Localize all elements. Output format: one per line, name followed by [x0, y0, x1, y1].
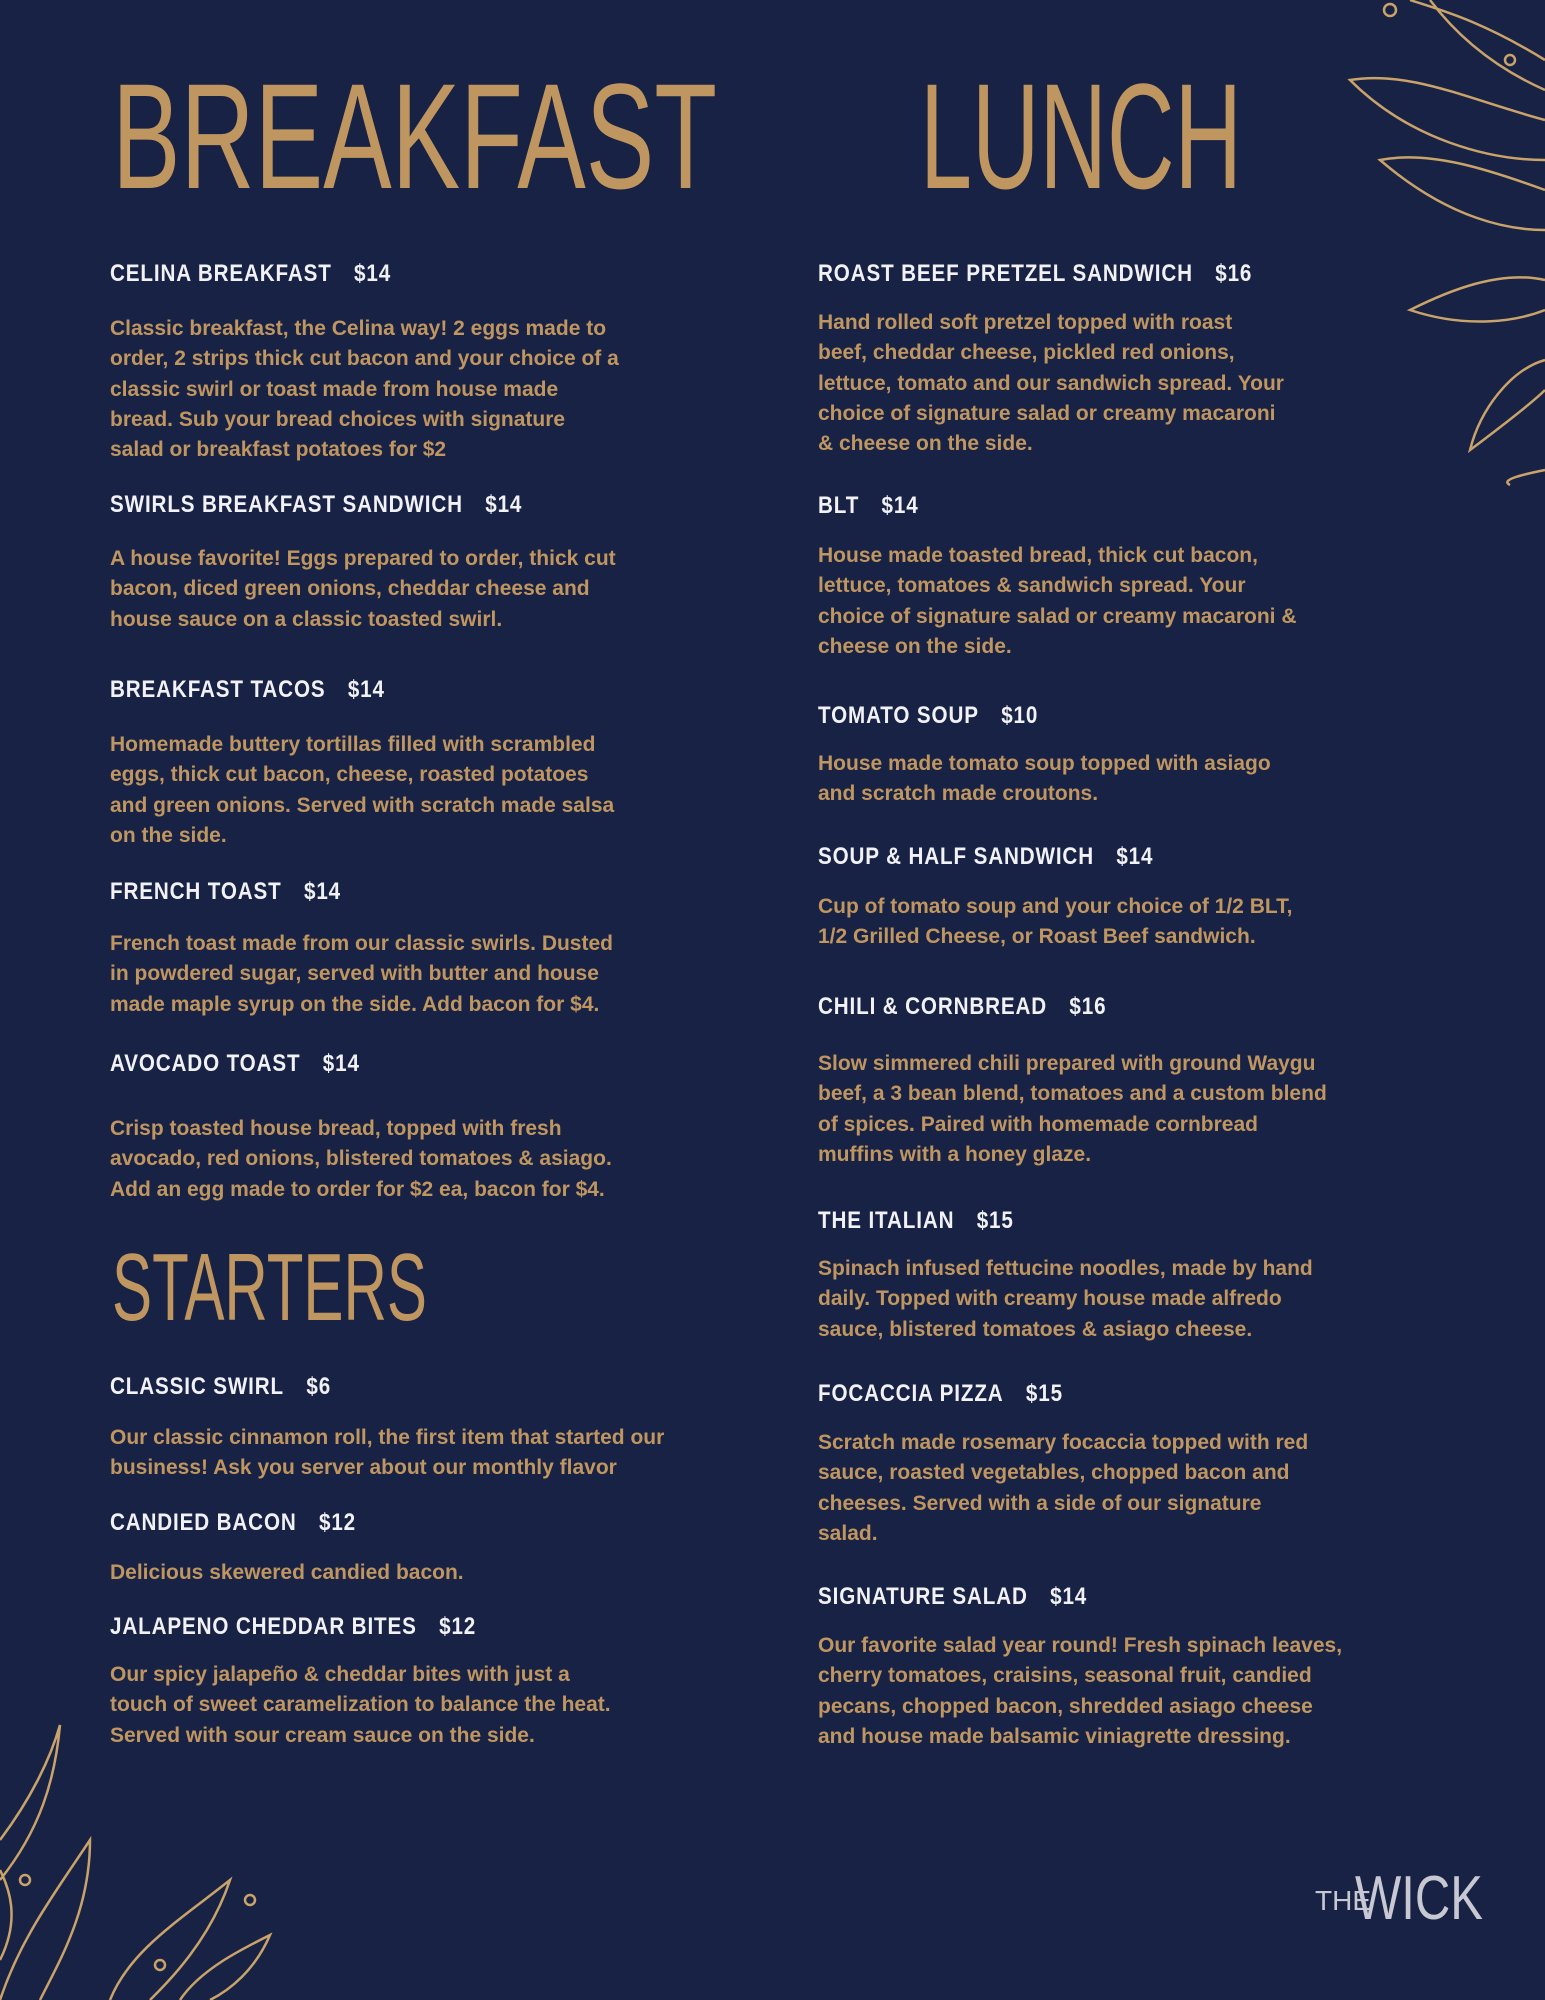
leaf-decoration-top-right-icon — [1330, 0, 1545, 490]
item-description-line: Crisp toasted house bread, topped with fresh — [110, 1117, 562, 1140]
item-description-line: Hand rolled soft pretzel topped with roast — [818, 311, 1233, 334]
item-price: $14 — [1116, 843, 1154, 870]
logo-large-text: WICK — [1355, 1864, 1483, 1933]
item-description-line: bread. Sub your bread choices with signature — [110, 407, 566, 431]
item-description-line: House made tomato soup topped with asiago — [818, 752, 1271, 775]
item-price: $14 — [322, 1050, 360, 1077]
item-name: SOUP & HALF SANDWICH — [818, 843, 1094, 870]
menu-item-title — [818, 1206, 1014, 1236]
item-description-line: avocado, red onions, blistered tomatoes & asiago. — [110, 1147, 612, 1171]
item-description-line: daily. Topped with creamy house made alfredo — [818, 1287, 1282, 1311]
breakfast-heading — [110, 52, 730, 220]
item-description-line: Slow simmered chili prepared with ground Waygu — [818, 1052, 1316, 1075]
menu-item-title — [110, 1612, 476, 1642]
logo-small-text: THE — [1315, 1885, 1371, 1916]
item-description-line: cheese on the side. — [818, 634, 1012, 658]
breakfast-heading-text: BREAKFAST — [112, 52, 717, 220]
item-description-line: in powdered sugar, served with butter and house — [110, 962, 599, 986]
item-price: $14 — [881, 492, 919, 519]
item-price: $16 — [1069, 993, 1107, 1020]
item-description-line: cheeses. Served with a side of our signature — [818, 1491, 1262, 1515]
item-price: $14 — [303, 878, 342, 905]
menu-item-title — [110, 675, 385, 705]
item-description-line: order, 2 strips thick cut bacon and your choice of a — [110, 347, 619, 371]
item-name: TOMATO SOUP — [818, 702, 979, 729]
item-name: THE ITALIAN — [818, 1207, 955, 1234]
item-description-line: salad or breakfast potatoes for $2 — [110, 438, 447, 462]
item-description-line: business! Ask you server about our monthly flavor — [110, 1456, 617, 1480]
item-name: AVOCADO TOAST — [110, 1050, 301, 1077]
item-price: $12 — [439, 1613, 477, 1640]
leaf-decoration-bottom-left-icon — [0, 1720, 280, 2000]
item-name: SIGNATURE SALAD — [818, 1583, 1028, 1610]
item-description-line: Cup of tomato soup and your choice of 1/2 BLT, — [818, 895, 1293, 918]
item-description-line: touch of sweet caramelization to balance the heat. — [110, 1693, 611, 1717]
item-description-line: Scratch made rosemary focaccia topped with red — [818, 1431, 1309, 1454]
item-price: $10 — [1001, 702, 1039, 729]
starters-heading — [110, 1234, 440, 1341]
item-description-line: and green onions. Served with scratch made salsa — [110, 793, 615, 817]
menu-item-title — [110, 877, 341, 907]
item-description-line: house sauce on a classic toasted swirl. — [110, 607, 503, 631]
item-description-line: French toast made from our classic swirls. Dusted — [110, 932, 613, 955]
item-description-line: of spices. Paired with homemade cornbread — [818, 1112, 1258, 1136]
item-name: CHILI & CORNBREAD — [818, 993, 1048, 1020]
menu-item-title — [818, 701, 1038, 731]
item-name: FOCACCIA PIZZA — [818, 1380, 1004, 1407]
item-price: $6 — [306, 1373, 332, 1400]
item-price: $15 — [976, 1207, 1014, 1234]
item-description-line: muffins with a honey glaze. — [818, 1142, 1092, 1166]
item-price: $12 — [318, 1509, 357, 1536]
item-name: FRENCH TOAST — [110, 878, 282, 905]
item-description-line: sauce, roasted vegetables, chopped bacon and — [818, 1461, 1290, 1485]
item-description-line: lettuce, tomato and our sandwich spread. Your — [818, 371, 1284, 395]
lunch-heading-text: LUNCH — [920, 52, 1242, 220]
item-description-line: choice of signature salad or creamy macaroni — [818, 401, 1276, 425]
item-description-line: Classic breakfast, the Celina way! 2 eggs made to — [110, 317, 607, 340]
item-description-line: classic swirl or toast made from house made — [110, 377, 559, 401]
the-wick-logo — [1310, 1855, 1490, 1935]
item-description-line: Our favorite salad year round! Fresh spinach leaves, — [818, 1634, 1343, 1657]
menu-item-title — [110, 490, 522, 520]
menu-item-title — [818, 259, 1252, 289]
menu-item-title — [818, 992, 1106, 1022]
item-description-line: Add an egg made to order for $2 ea, bacon for $4. — [110, 1177, 605, 1201]
item-description-line: bacon, diced green onions, cheddar cheese and — [110, 577, 590, 601]
menu-item-title — [818, 1582, 1087, 1612]
item-name: ROAST BEEF PRETZEL SANDWICH — [818, 260, 1193, 287]
item-price: $14 — [354, 260, 392, 287]
item-description-line: pecans, chopped bacon, shredded asiago cheese — [818, 1694, 1313, 1718]
item-description-line: cherry tomatoes, craisins, seasonal fruit, candied — [818, 1664, 1312, 1688]
item-name: BLT — [818, 492, 860, 519]
item-name: CANDIED BACON — [110, 1509, 297, 1536]
starters-heading-text: STARTERS — [112, 1234, 427, 1341]
item-description-line: made maple syrup on the side. Add bacon for $4. — [110, 992, 600, 1016]
item-description-line: and scratch made croutons. — [818, 782, 1099, 806]
menu-item-title — [110, 259, 391, 289]
menu-item-title — [110, 1049, 360, 1079]
item-name: SWIRLS BREAKFAST SANDWICH — [110, 491, 463, 518]
item-description-line: Spinach infused fettucine noodles, made by hand — [818, 1257, 1313, 1280]
item-description-line: House made toasted bread, thick cut bacon, — [818, 544, 1258, 567]
item-description-line: eggs, thick cut bacon, cheese, roasted potatoes — [110, 763, 589, 787]
lunch-heading — [918, 52, 1258, 220]
item-description-line: beef, a 3 bean blend, tomatoes and a custom blend — [818, 1082, 1327, 1106]
item-description-line: & cheese on the side. — [818, 432, 1033, 456]
item-name: BREAKFAST TACOS — [110, 676, 326, 703]
item-description-line: 1/2 Grilled Cheese, or Roast Beef sandwich. — [818, 925, 1256, 949]
item-description-line: and house made balsamic viniagrette dressing. — [818, 1724, 1291, 1748]
menu-item-title — [818, 842, 1153, 872]
item-description-line: Delicious skewered candied bacon. — [110, 1561, 464, 1584]
item-description-line: A house favorite! Eggs prepared to order, thick cut — [110, 547, 616, 570]
item-description-line: lettuce, tomatoes & sandwich spread. Your — [818, 574, 1246, 598]
item-description-line: Our spicy jalapeño & cheddar bites with just a — [110, 1663, 570, 1686]
item-price: $14 — [485, 491, 523, 518]
item-description-line: sauce, blistered tomatoes & asiago cheese. — [818, 1317, 1253, 1341]
item-description-line: beef, cheddar cheese, pickled red onions, — [818, 341, 1235, 365]
menu-item-title — [818, 491, 919, 521]
item-description-line: Our classic cinnamon roll, the first item that started our — [110, 1426, 665, 1449]
menu-item-title — [110, 1372, 331, 1402]
item-description-line: salad. — [818, 1521, 878, 1545]
item-description-line: choice of signature salad or creamy macaroni & — [818, 604, 1297, 628]
menu-item-title — [818, 1379, 1063, 1409]
item-name: JALAPENO CHEDDAR BITES — [110, 1613, 417, 1640]
item-description-line: Homemade buttery tortillas filled with scrambled — [110, 733, 596, 756]
item-name: CLASSIC SWIRL — [110, 1373, 285, 1400]
item-price: $14 — [1050, 1583, 1088, 1610]
item-name: CELINA BREAKFAST — [110, 260, 332, 287]
item-description-line: Served with sour cream sauce on the side. — [110, 1723, 535, 1747]
item-description-line: on the side. — [110, 823, 227, 847]
menu-item-title — [110, 1508, 356, 1538]
item-price: $16 — [1215, 260, 1253, 287]
item-price: $14 — [347, 676, 385, 703]
item-price: $15 — [1025, 1380, 1063, 1407]
